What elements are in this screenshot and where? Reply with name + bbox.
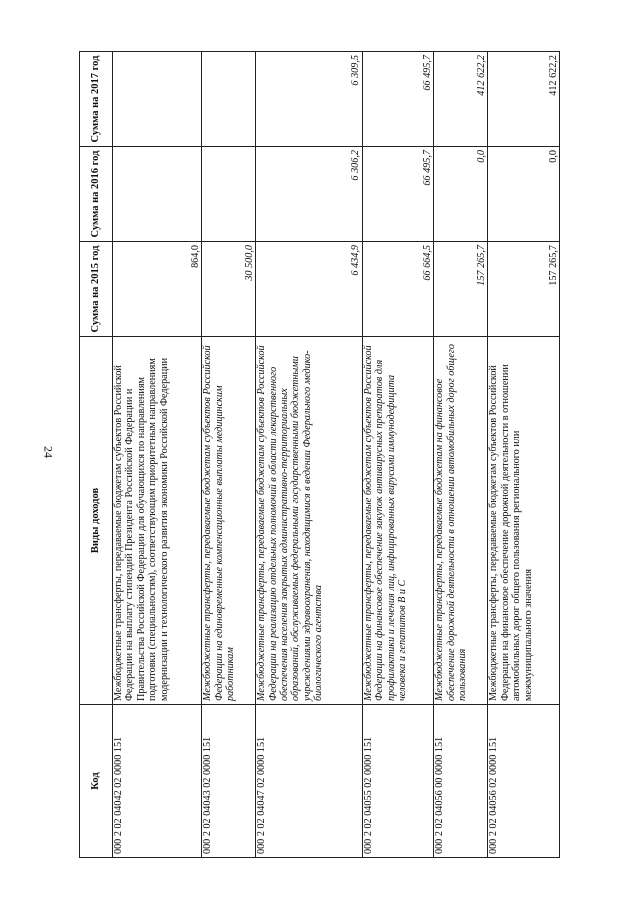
table-header-row bbox=[80, 52, 113, 858]
row-income-type: Межбюджетные трансферты, передаваемые бюджетам на финансовое обеспечение дорожной деятельности в отношении автомобильных дорог общего пользования bbox=[434, 337, 488, 705]
row-income-type: Межбюджетные трансферты, передаваемые бюджетам субъектов Российской Федерации на единовременные компенсационные выплаты медицинским работникам bbox=[202, 337, 256, 705]
header-income-type: Виды доходов bbox=[80, 337, 113, 705]
row-sum-2016: 0,0 bbox=[488, 147, 560, 242]
row-sum-2015: 30 500,0 bbox=[202, 242, 256, 337]
row-sum-2015: 6 434,9 bbox=[256, 242, 363, 337]
header-code: Код bbox=[80, 705, 113, 858]
row-sum-2016: 0,0 bbox=[434, 147, 488, 242]
row-sum-2015: 66 664,5 bbox=[362, 242, 434, 337]
row-sum-2015: 157 265,7 bbox=[488, 242, 560, 337]
table-row bbox=[362, 52, 434, 858]
row-code: 000 2 02 04055 02 0000 151 bbox=[362, 705, 434, 858]
row-code: 000 2 02 04047 02 0000 151 bbox=[256, 705, 363, 858]
row-sum-2016: 6 306,2 bbox=[256, 147, 363, 242]
row-income-type: Межбюджетные трансферты, передаваемые бюджетам субъектов Российской Федерации на финансовое обеспечение закупок антивирусных препаратов для профилактики и лечения лиц, инфицированных вирусами иммунодефицита человека и гепатитов B и C bbox=[362, 337, 434, 705]
table-row bbox=[434, 52, 488, 858]
table-row bbox=[202, 52, 256, 858]
row-sum-2016 bbox=[202, 147, 256, 242]
rotated-table-container bbox=[79, 52, 560, 858]
table-row bbox=[488, 52, 560, 858]
row-code: 000 2 02 04056 00 0000 151 bbox=[434, 705, 488, 858]
row-sum-2016 bbox=[113, 147, 202, 242]
row-code: 000 2 02 04042 02 0000 151 bbox=[113, 705, 202, 858]
row-income-type: Межбюджетные трансферты, передаваемые бюджетам субъектов Российской Федерации на финансовое обеспечение дорожной деятельности в отношении автомобильных дорог общего пользования регионального или межмуниципального значения bbox=[488, 337, 560, 705]
row-sum-2017: 412 622,2 bbox=[488, 52, 560, 147]
row-sum-2017: 412 622,2 bbox=[434, 52, 488, 147]
row-sum-2016: 66 495,7 bbox=[362, 147, 434, 242]
row-sum-2017 bbox=[113, 52, 202, 147]
table-row bbox=[113, 52, 202, 858]
budget-income-table bbox=[79, 51, 560, 858]
header-sum-2015: Сумма на 2015 год bbox=[80, 242, 113, 337]
row-code: 000 2 02 04056 02 0000 151 bbox=[488, 705, 560, 858]
page-number: 24 bbox=[41, 446, 56, 458]
header-sum-2016: Сумма на 2016 год bbox=[80, 147, 113, 242]
header-sum-2017: Сумма на 2017 год bbox=[80, 52, 113, 147]
row-sum-2015: 864,0 bbox=[113, 242, 202, 337]
row-sum-2015: 157 265,7 bbox=[434, 242, 488, 337]
row-sum-2017 bbox=[202, 52, 256, 147]
row-sum-2017: 6 309,5 bbox=[256, 52, 363, 147]
table-row bbox=[256, 52, 363, 858]
row-income-type: Межбюджетные трансферты, передаваемые бюджетам субъектов Российской Федерации на реализацию отдельных полномочий в области лекарственного обеспечения населения закрытых административно-территориальных образований, обслуживаемых федеральными государственными бюджетными учреждениями здравоохранения, находящимися в ведении Федерального медико-биологического агентства bbox=[256, 337, 363, 705]
row-sum-2017: 66 495,7 bbox=[362, 52, 434, 147]
row-code: 000 2 02 04043 02 0000 151 bbox=[202, 705, 256, 858]
row-income-type: Межбюджетные трансферты, передаваемые бюджетам субъектов Российской Федерации на выплату стипендий Президента Российской Федерации и Правительства Российской Федерации для обучающихся по направлениям подготовки (специальностям), соответствующим приоритетным направлениям модернизации и технологического развития экономики Российской Федерации bbox=[113, 337, 202, 705]
